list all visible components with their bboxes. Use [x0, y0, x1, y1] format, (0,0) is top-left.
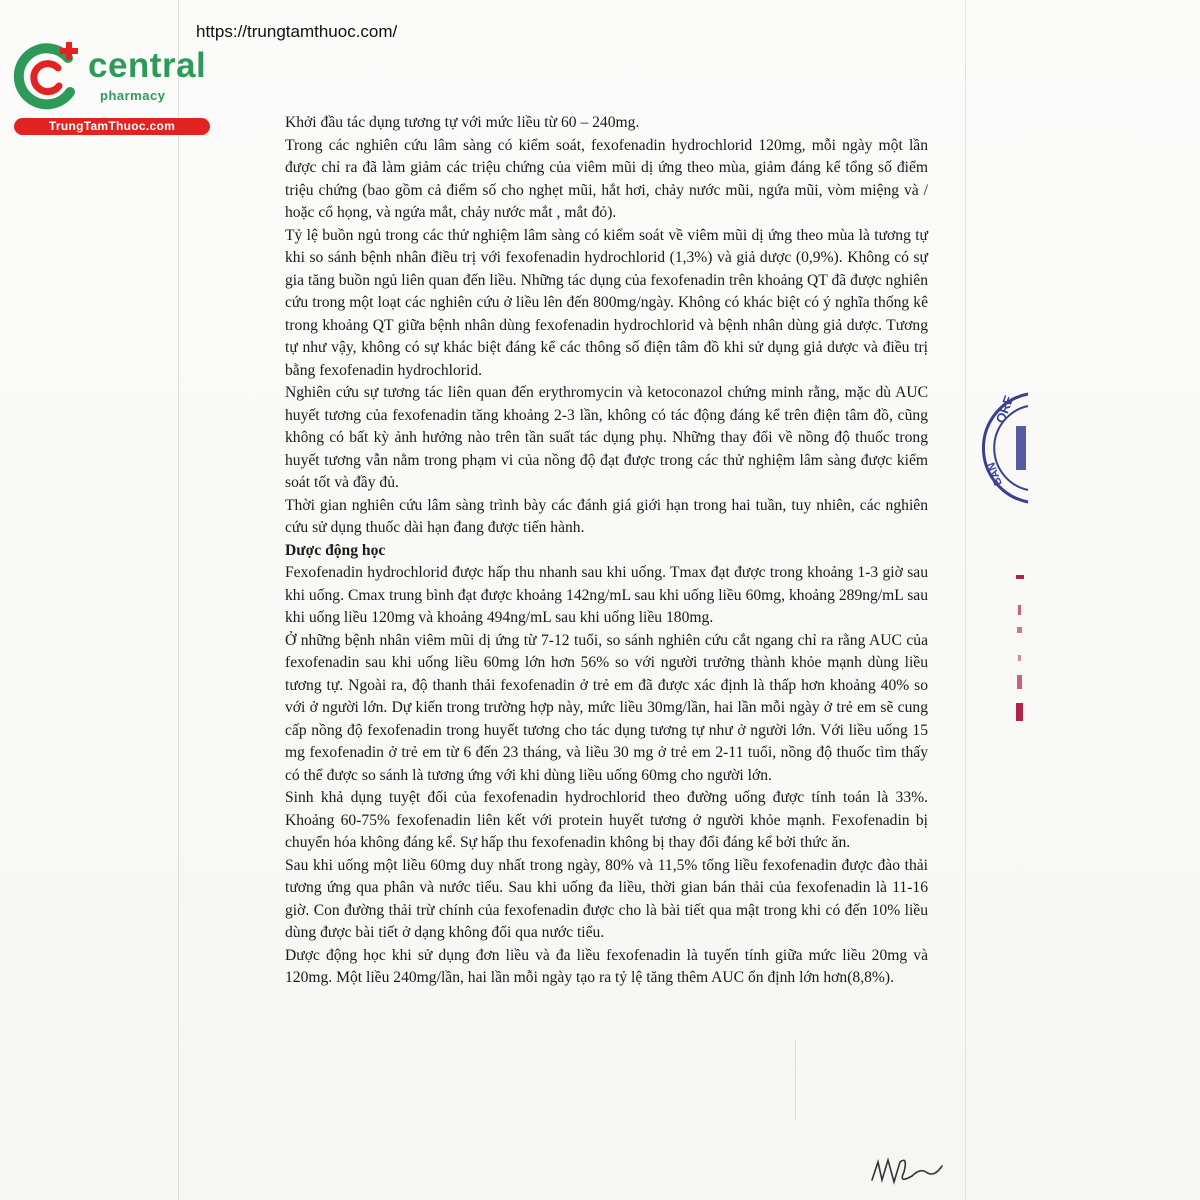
page-fold-line-left — [178, 0, 179, 1200]
paragraph: Nghiên cứu sự tương tác liên quan đến erythromycin và ketoconazol chứng minh rằng, mặc dù AUC huyết tương của fexofenadin tăng khoảng 2-3 lần, không có tác động đáng kể trên điện tâm đồ, cũng không có bất kỳ ảnh hưởng nào trên tần suất tác dụng phụ. Những thay đổi về nồng độ thuốc trong huyết tương vẫn nằm trong phạm vi của nồng độ đạt được trong các thử nghiệm lâm sàng được kiểm soát tốt và đầy đủ. — [285, 384, 928, 491]
paragraph: Fexofenadin hydrochlorid được hấp thu nhanh sau khi uống. Tmax đạt được trong khoảng 1-3 giờ sau khi uống. Cmax trung bình đạt được khoảng 142ng/mL sau khi uống liều 60mg, khoảng 289ng/mL sau khi uống liều 120mg và khoảng 494ng/mL sau khi uống liều 180mg. — [285, 564, 928, 626]
paragraph: Thời gian nghiên cứu lâm sàng trình bày các đánh giá giới hạn trong hai tuần, tuy nhiên, các nghiên cứu sử dụng thuốc dài hạn đang được tiến hành. — [285, 496, 928, 536]
paragraph: Sinh khả dụng tuyệt đối của fexofenadin hydrochlorid theo đường uống được tính toán là 33%. Khoảng 60-75% fexofenadin liên kết với protein huyết tương ở người khỏe mạnh. Fexofenadin bị chuyển hóa không đáng kể. Sự hấp thu fexofenadin không bị thay đổi đáng kể bởi thức ăn. — [285, 789, 928, 851]
svg-text:BAN: BAN — [985, 460, 1005, 488]
paragraph: Khởi đầu tác dụng tương tự với mức liều từ 60 – 240mg. — [285, 114, 640, 131]
page-fold-line-middle — [795, 1040, 796, 1120]
page-fold-line-right — [965, 0, 966, 1200]
central-pharmacy-logo[interactable] — [10, 36, 215, 136]
page-edge-marks — [1010, 575, 1030, 725]
document-body — [285, 112, 928, 990]
paragraph: Tỷ lệ buồn ngủ trong các thử nghiệm lâm sàng có kiểm soát về viêm mũi dị ứng theo mùa là tương tự khi so sánh bệnh nhân điều trị với fexofenadin hydrochlorid (1,3%) và giả dược (0,9%). Không có sự gia tăng buồn ngủ liên quan đến liều. Những tác dụng của fexofenadin trên khoảng QT đã được nghiên cứu trong một loạt các nghiên cứu ở liều lên đến 800mg/ngày. Không có khác biệt có ý nghĩa thống kê trong khoảng QT giữa bệnh nhân dùng fexofenadin hydrochlorid và bệnh nhân dùng giả dược. Tương tự như vậy, không có sự khác biệt đáng kể các thông số điện tâm đồ khi sử dụng giả dược và điều trị bằng fexofenadin hydrochlorid. — [285, 226, 928, 379]
paragraph: Dược động học khi sử dụng đơn liều và đa liều fexofenadin là tuyến tính giữa mức liều 20mg và 120mg. Một liều 240mg/lần, hai lần mỗi ngày tạo ra tỷ lệ tăng thêm AUC ổn định lớn hơn(8,8%). — [285, 946, 928, 986]
paragraph: Sau khi uống một liều 60mg duy nhất trong ngày, 80% và 11,5% tổng liều fexofenadin được đào thải tương ứng qua phân và nước tiểu. Sau khi uống đa liều, thời gian bán thải của fexofenadin là 11-16 giờ. Con đường thải trừ chính của fexofenadin được cho là bài tiết qua mật trong khi có đến 10% liều dùng được bài tiết ở dạng không đổi qua nước tiểu. — [285, 856, 928, 941]
central-pharmacy-logo-icon — [10, 38, 86, 114]
official-stamp-icon — [985, 388, 1030, 508]
logo-subtitle: pharmacy — [100, 88, 166, 103]
paragraph: Trong các nghiên cứu lâm sàng có kiểm soát, fexofenadin hydrochlorid 120mg, mỗi ngày một lần được chỉ ra đã làm giảm các triệu chứng của viêm mũi dị ứng theo mùa, giảm đáng kể tổng số điểm triệu chứng (bao gồm cả điểm số cho nghẹt mũi, hắt hơi, chảy nước mũi, ngứa mũi, vòm miệng và / hoặc cổ họng, và ngứa mắt, chảy nước mắt , mắt đỏ). — [285, 136, 928, 221]
paragraph: Ở những bệnh nhân viêm mũi dị ứng từ 7-12 tuổi, so sánh nghiên cứu cắt ngang chỉ ra rằng AUC của fexofenadin sau khi uống liều 60mg lớn hơn 56% so với người trưởng thành khỏe mạnh dùng liều tương tự. Ngoài ra, độ thanh thải fexofenadin ở trẻ em đã được xác định là thấp hơn khoảng 40% so với ở người lớn. Dự kiến trong trường hợp này, mức liều 30mg/lần, hai lần mỗi ngày ở trẻ em sẽ cung cấp nồng độ fexofenadin trong huyết tương cho tác dụng tương tự như ở người lớn. Với liều uống 15 mg fexofenadin ở trẻ em từ 6 đến 23 tháng, và liều 30 mg ở trẻ em 2-11 tuổi, nồng độ thuốc tìm thấy có thể được so sánh là tương ứng với khi dùng liều uống 60mg cho người lớn. — [285, 631, 928, 784]
svg-text:ORE: ORE — [992, 393, 1017, 426]
source-url[interactable]: https://trungtamthuoc.com/ — [196, 22, 398, 41]
logo-name: central — [88, 46, 207, 85]
handwritten-signature-icon — [868, 1150, 948, 1190]
section-heading: Dược động học — [285, 541, 386, 559]
logo-banner: TrungTamThuoc.com — [14, 118, 210, 135]
